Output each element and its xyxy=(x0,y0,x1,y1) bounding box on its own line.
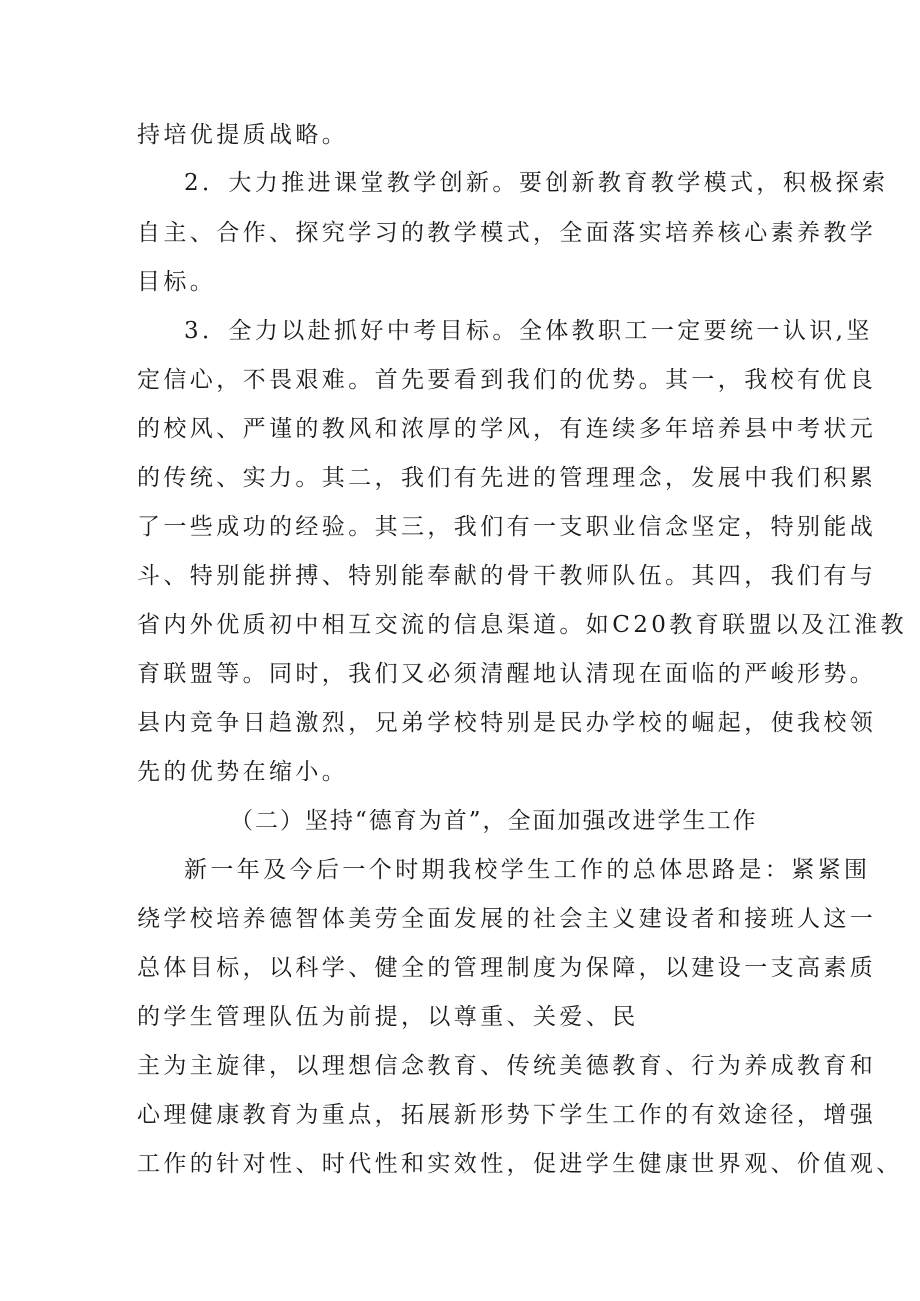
paragraph-line: 的学生管理队伍为前提，以尊重、关爱、民 xyxy=(137,1004,639,1030)
paragraph-line: 总体目标，以科学、健全的管理制度为保障，以建设一支高素质 xyxy=(137,955,877,981)
paragraph-line: 绕学校培养德智体美劳全面发展的社会主义建设者和接班人这一 xyxy=(137,906,877,932)
paragraph-line: 了一些成功的经验。其三，我们有一支职业信念坚定，特别能战 xyxy=(137,514,877,540)
section-heading: （二）坚持“德育为首”，全面加强改进学生工作 xyxy=(230,808,758,834)
paragraph-line: 主为主旋律，以理想信念教育、传统美德教育、行为养成教育和 xyxy=(137,1053,877,1079)
paragraph-line: 的校风、严谨的教风和浓厚的学风，有连续多年培养县中考状元 xyxy=(137,416,877,442)
paragraph-line: 持培优提质战略。 xyxy=(137,122,349,148)
paragraph-line: 自主、合作、探究学习的教学模式，全面落实培养核心素养教学 xyxy=(137,220,877,246)
paragraph-line: 县内竞争日趋激烈，兄弟学校特别是民办学校的崛起，使我校领 xyxy=(137,710,877,736)
paragraph-line: 育联盟等。同时，我们又必须清醒地认清现在面临的严峻形势。 xyxy=(137,661,877,687)
paragraph-line: 心理健康教育为重点，拓展新形势下学生工作的有效途径，增强 xyxy=(137,1102,877,1128)
paragraph-line: 省内外优质初中相互交流的信息渠道。如C20教育联盟以及江淮教 xyxy=(137,612,907,638)
paragraph-line: 3．全力以赴抓好中考目标。全体教职工一定要统一认识,坚 xyxy=(184,318,873,344)
paragraph-line: 2．大力推进课堂教学创新。要创新教育教学模式，积极探索 xyxy=(184,170,889,196)
paragraph-line: 的传统、实力。其二，我们有先进的管理理念，发展中我们积累 xyxy=(137,465,877,491)
paragraph-line: 先的优势在缩小。 xyxy=(137,759,349,785)
paragraph-line: 斗、特别能拼搏、特别能奉献的骨干教师队伍。其四，我们有与 xyxy=(137,563,877,589)
paragraph-line: 新一年及今后一个时期我校学生工作的总体思路是：紧紧围 xyxy=(184,857,871,883)
paragraph-line: 目标。 xyxy=(137,269,217,295)
paragraph-line: 工作的针对性、时代性和实效性，促进学生健康世界观、价值观、 xyxy=(137,1151,903,1177)
paragraph-line: 定信心，不畏艰难。首先要看到我们的优势。其一，我校有优良 xyxy=(137,367,877,393)
